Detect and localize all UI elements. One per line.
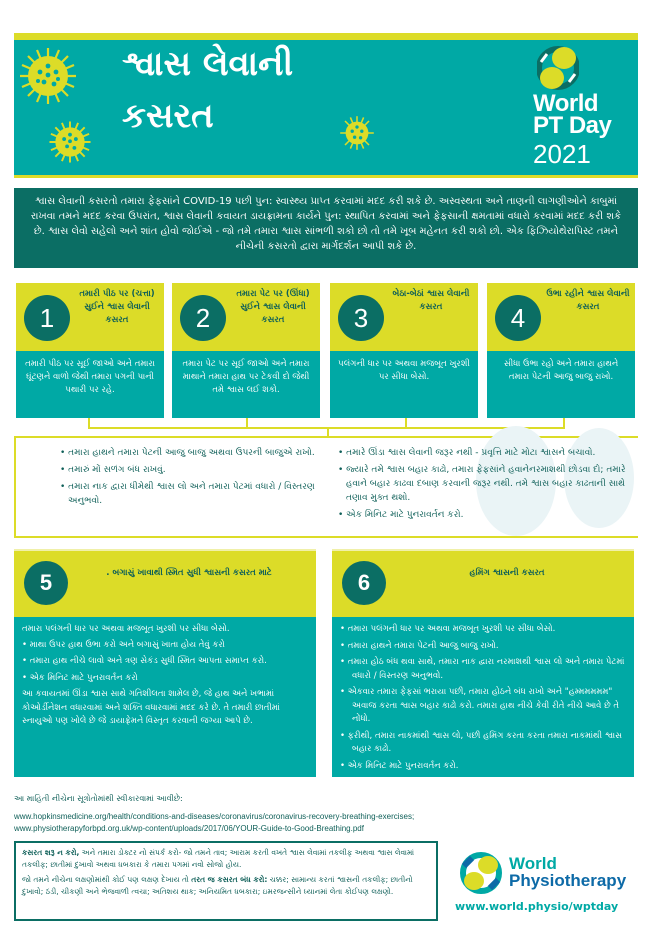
tip-item: • જ્યારે તમે શ્વાસ બહાર કાઢો, તમારા ફેફસાંને હવાનેનરમાશથી છોડવા દો; તમારે હવાને બહાર કાઢવા દબાણ કરવાની જરૂર નથી. તમે શ્વાસ બહાર કાઢતાની સાથે તણાવ મુક્ત થશો.	[338, 465, 626, 503]
source-link[interactable]: www.hopkinsmedicine.org/health/conditions-and-diseases/coronavirus/coronavirus-recovery-breathing-exercises;	[14, 812, 415, 821]
step-body: તમારા પેટ પર સૂઈ જાઓ અને તમારા માથાને તમારા હાથ પર ટેકવી દો જેથી તમે શ્વાસ લઈ શકો.	[172, 351, 320, 418]
tips-box	[14, 436, 638, 538]
intro-text: શ્વાસ લેવાની કસરતો તમારા ફેફસાંને COVID-19 પછી પુન: સ્વાસ્થ્ય પ્રાપ્ત કરવામાં મદદ કરી શકે છે. અસ્વસ્થતા અને તાણની લાગણીઓને કાબુમાં રાખવા તમને મદદ કરવા ઉપરાંત, શ્વાસ લેવાની કવાયત ડાયફ્રામના કાર્યને પુન: સ્થાપિત કરવામાં અને ફેફસાની ક્ષમતામાં વધારો કરવામાં મદદ કરી શકે છે. શ્વાસ લેવો સહેલો અને શાંત હોવો જોઈએ - જો તમે તમારા શ્વાસ સાંભળી શકો છો તો તમે ખૂબ મહેનત કરી શકો છો. એક ફિઝિયોથેરાપિસ્ટ તમને નીચેની કસરતો દ્વારા માર્ગદર્શન આપી શકે છે.	[14, 188, 638, 268]
title-line-1: શ્વાસ લેવાની	[122, 44, 294, 84]
virus-icon	[339, 114, 375, 152]
warning-text: જો તમને નીચેના લક્ષણોમાંથી કોઈ પણ લક્ષણ દેખાય તો	[22, 875, 192, 884]
warning-paragraph-1	[22, 847, 430, 871]
page-title	[122, 38, 293, 142]
exercise-card-6	[332, 549, 634, 777]
warning-emphasis: તરત જ કસરત બંધ કરો:	[191, 875, 268, 884]
world-pt-day-logo-icon	[537, 44, 579, 92]
step-card-1	[16, 283, 164, 418]
badge-year: 2021	[533, 139, 591, 169]
exercise-step: • માથા ઉપર હાથ ઉભા કરો અને બગાસું ખાતા હોય તેવું કરો	[22, 639, 225, 650]
exercise-intro: તમારા પલંગની ધાર પર અથવા મજબૂત ખુરશી પર સીધા બેસો.	[22, 624, 230, 634]
exercise-title: . બગાસું ખાવાથી સ્મિત સુધી શ્વાસની કસરત માટે	[106, 568, 272, 578]
exercise-step: • તમારા હોઠ બંધ થવા સાથે, તમારા નાક દ્વારા નરમાશથી શ્વાસ લો અને તમારા પેટમાં વધારો / વિસ્તરણ અનુભવો.	[340, 657, 625, 681]
step-title: ઉભા રહીને શ્વાસ લેવાની કસરત	[546, 289, 630, 312]
wordmark-line-2: Physiotherapy	[509, 871, 627, 890]
sources-label: આ માહિતી નીચેના સૂત્રોતોમાંથી સ્વીકારવામાં આવીછે:	[14, 794, 183, 803]
step-number: 4	[495, 295, 541, 341]
exercise-step: • તમારા હાથને તમારા પેટની આજુ બાજુ રાખો.	[340, 640, 499, 651]
exercise-number: 6	[342, 561, 386, 605]
virus-icon	[18, 46, 78, 106]
warning-paragraph-2	[22, 874, 430, 898]
step-card-4	[487, 283, 635, 418]
badge-line-2: PT Day	[533, 112, 612, 139]
warning-text: અને તમારા ડોક્ટર નો સંપર્ક કરો- જો તમને તાવ; આરામ કરતી વખતે શ્વાસ લેવામાં તકલીફ અથવા શ્વાસ લેવામાં તકલીફ; છાતીમાં દુખાવો અથવા ધબકારા કે તમારા પગમાં નવો સોજો હોય.	[22, 848, 415, 869]
step-number: 3	[338, 295, 384, 341]
exercise-step: • તમારા હાથ નીચે લાવો અને ત્રણ સેકંડ સુધી સ્મિત આપતા સમાપ્ત કરો.	[22, 656, 267, 666]
tips-list-right	[338, 446, 634, 525]
step-body: તમારી પીઠ પર સૂઈ જાઓ અને તમારા ઘૂંટણને વાળો જેથી તમારા પગની પાની પથારી પર રહે.	[16, 351, 164, 418]
step-number: 2	[180, 295, 226, 341]
tips-list-left	[60, 446, 330, 511]
exercise-step: • તમારા પલંગની ધાર પર અથવા મજબૂત ખુરશી પર સીધા બેસો.	[340, 624, 556, 634]
step-number: 1	[24, 295, 70, 341]
step-title: તમારી પીઠ પર (ચત્તા) સુઈને શ્વાસ લેવાની કસરત	[79, 289, 155, 325]
tip-item: • તમારું મોં સળંગ બંધ રાખવું.	[60, 465, 166, 475]
tip-item: • તમારા હાથને તમારા પેટની આજુ બાજુ અથવા ઉપરની બાજુએ રાખો.	[60, 448, 315, 458]
wordmark-line-1: World	[509, 854, 557, 873]
exercise-step: • એક મિનિટ માટે પુનરાવર્તન કરો.	[340, 760, 459, 771]
step-card-2	[172, 283, 320, 418]
sources-links	[14, 811, 414, 835]
source-link[interactable]: www.physiotherapyforbpd.org.uk/wp-content/uploads/2017/06/YOUR-Guide-to-Good-Breathing.pdf	[14, 824, 364, 833]
warning-text: ચક્કર; સામાન્ય કરતાં શ્વાસની તકલીફ; છાતીનો દુખાવો; ઠંડી, ચીકણી અને ભેજવાળી ત્વચા; અતિશય થાક; અનિયમિત ધબકારા; ઇમરજન્સીને ધ્યાનમાં લેતા કોઈપણ લક્ષણો.	[22, 875, 413, 896]
exercise-number: 5	[24, 561, 68, 605]
exercise-title: હમિંગ શ્વાસની કસરત	[469, 568, 545, 578]
step-title: બેઠા-બેઠાં શ્વાસ લેવાની કસરત	[392, 289, 470, 312]
badge-line-1: World	[533, 90, 599, 117]
step-card-3	[330, 283, 478, 418]
world-pt-day-wordmark	[533, 90, 612, 139]
step-body: પલંગની ધાર પર અથવા મજબૂત ખુરશી પર સીધા બેસો.	[330, 351, 478, 418]
title-line-2: કસરત	[122, 96, 214, 136]
tip-item: • તમારા નાક દ્વારા ધીમેથી શ્વાસ લો અને તમારા પેટમાં વધારો / વિસ્તરણ અનુભવો.	[60, 482, 315, 506]
exercise-card-5	[14, 549, 316, 777]
step-body: સીધા ઉભા રહો અને તમારા હાથને તમારા પેટની આજુ બાજુ રાખો.	[487, 351, 635, 418]
step-title: તમારા પેટ પર (ઊંધા) સુઈને શ્વાસ લેવાની કસરત	[236, 289, 310, 325]
tip-item: • એક મિનિટ માટે પુનરાવર્તન કરો.	[338, 510, 464, 520]
warning-emphasis: કસરત શરૂ ન કરો,	[22, 848, 80, 857]
exercise-step: • એક મિનિટ માટે પુનરાવર્તન કરો	[22, 672, 138, 683]
tip-item: • તમારે ઊંડા શ્વાસ લેવાની જરૂર નથી - પ્રવૃત્તિ માટે મોટા શ્વાસને બચાવો.	[338, 448, 596, 458]
footer-url-link[interactable]: www.world.physio/wptday	[455, 900, 619, 913]
virus-icon	[48, 120, 92, 164]
exercise-step: • ફરીથી, તમારા નાકમાંથી શ્વાસ લો, પછી હમિંગ કરતા કરતા તમારા નાકમાંથી શ્વાસ બહાર કાઢો.	[340, 730, 622, 754]
world-physiotherapy-logo-icon	[458, 852, 504, 894]
world-physiotherapy-wordmark	[509, 855, 626, 889]
exercise-step: • એકવાર તમારા ફેફસાં ભરાયા પછી, તમારા હોઠને બંધ રાખો અને "હમ્મમમમમ" અવાજ કરતા શ્વાસ બહાર કાઢો કરો. તમારા હાથ નીચે કેવી રીતે નીચે આવે છે તે નોંધો.	[340, 687, 620, 724]
exercise-outro: આ કવાયતમાં ઊંડા શ્વાસ સાથે ગતિશીલતા શામેલ છે, જે હાથ અને ખભામાં કોઓર્ડીનેશન વધારવામાં અને શક્તિ વધારવામાં મદદ કરે છે. તે તમારી છાતીમાં સ્નાયુઓ પણ ખોલે છે જે ડાયાફ્રેમને વિસ્તૃત કરવાની જગ્યા આપે છે.	[22, 689, 280, 726]
warning-box	[14, 841, 438, 921]
